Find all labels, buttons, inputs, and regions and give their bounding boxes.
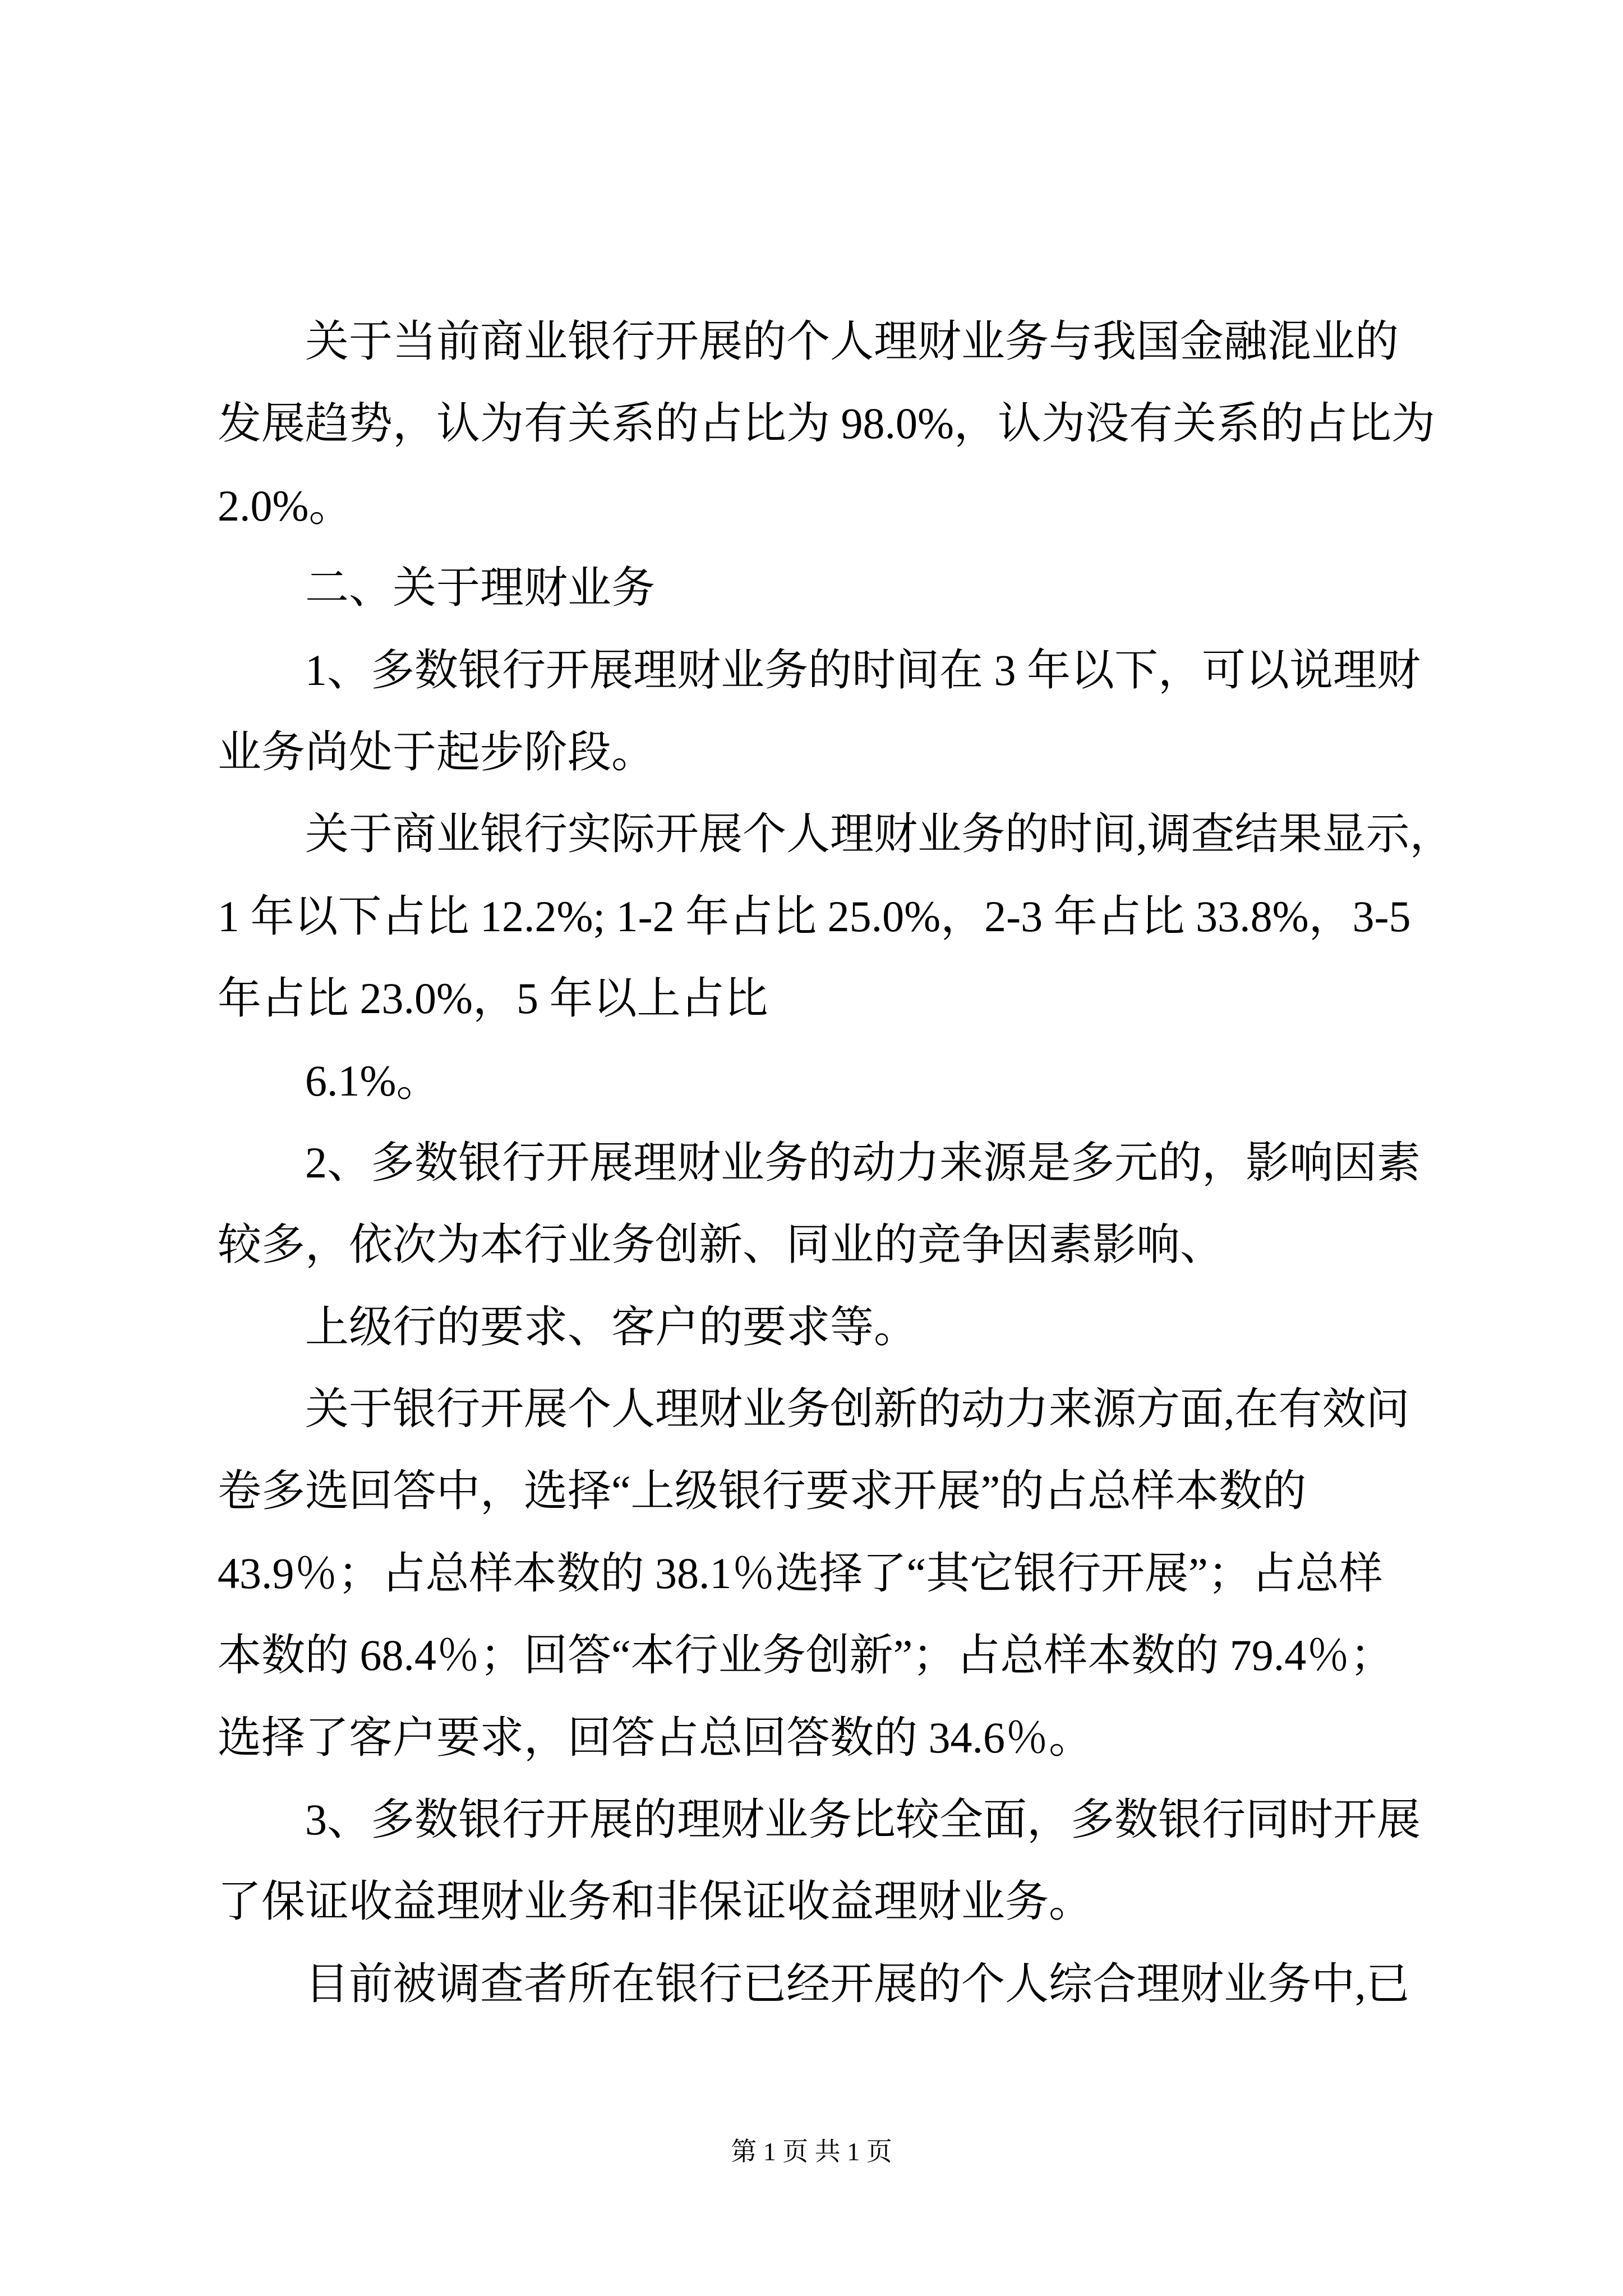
text-line: 较多，依次为本行业务创新、同业的竞争因素影响、	[218, 1220, 1224, 1269]
section-heading	[0, 547, 1623, 629]
text-line: 1 年以下占比 12.2%; 1-2 年占比 25.0%，2-3 年占比 33.8%，3-5	[218, 891, 1411, 941]
text-line: 本数的 68.4％；回答“本行业务创新”；占总样本数的 79.4％；	[218, 1631, 1394, 1680]
text-line: 关于商业银行实际开展个人理财业务的时间,调查结果显示，	[305, 809, 1454, 859]
paragraph	[0, 793, 1623, 1039]
text-line: 1、多数银行开展理财业务的时间在 3 年以下，可以说理财	[305, 645, 1421, 694]
text-line: 43.9％；占总样本数的 38.1％选择了“其它银行开展”；占总样	[218, 1548, 1383, 1598]
numbered-point-3	[0, 1779, 1623, 1943]
text-line: 3、多数银行开展的理财业务比较全面，多数银行同时开展	[305, 1795, 1421, 1844]
page-footer: 第 1 页 共 1 页	[731, 2137, 892, 2166]
text-line: 卷多选回答中，选择“上级银行要求开展”的占总样本数的	[218, 1466, 1307, 1516]
text-line: 关于当前商业银行开展的个人理财业务与我国金融混业的	[305, 317, 1399, 366]
text-line: 年占比 23.0%，5 年以上占比	[218, 974, 768, 1023]
paragraph	[0, 301, 1623, 547]
paragraph	[0, 1943, 1623, 2025]
paragraph	[0, 1368, 1623, 1779]
text-line: 6.1%。	[305, 1056, 440, 1105]
paragraph	[0, 1040, 1623, 1122]
text-line: 业务尚处于起步阶段。	[218, 727, 656, 776]
text-line: 2、多数银行开展理财业务的动力来源是多元的，影响因素	[305, 1138, 1421, 1187]
numbered-point-2	[0, 1122, 1623, 1286]
section-heading-text: 二、关于理财业务	[305, 563, 656, 613]
text-line: 发展趋势，认为有关系的占比为 98.0%，认为没有关系的占比为	[218, 399, 1435, 448]
text-line: 选择了客户要求，回答占总回答数的 34.6％。	[218, 1713, 1093, 1762]
text-line: 2.0%。	[218, 481, 353, 530]
text-line: 上级行的要求、客户的要求等。	[305, 1302, 918, 1351]
numbered-point-1	[0, 629, 1623, 794]
text-line: 关于银行开展个人理财业务创新的动力来源方面,在有效问	[305, 1384, 1410, 1434]
text-line: 了保证收益理财业务和非保证收益理财业务。	[218, 1877, 1093, 1926]
paragraph	[0, 1286, 1623, 1368]
text-line: 目前被调查者所在银行已经开展的个人综合理财业务中,已	[305, 1959, 1410, 2008]
document-body	[0, 301, 1623, 2025]
